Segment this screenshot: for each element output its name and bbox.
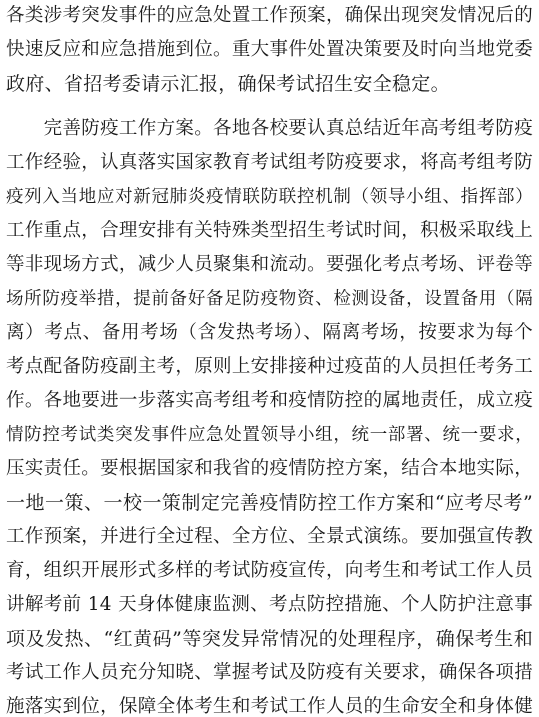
text-line: 作。各地要进一步落实高考组考和疫情防控的属地责任，成立疫 bbox=[6, 390, 533, 411]
text-line: 场所防疫举措，提前备好备足防疫物资、检测设备，设置备用（隔 bbox=[6, 289, 533, 309]
text-line: 完善防疫工作方案。各地各校要认真总结近年高考组考防疫 bbox=[6, 118, 533, 139]
text-line: 施落实到位，保障全体考生和考试工作人员的生命安全和身体健 bbox=[6, 696, 533, 717]
text-line: 压实责任。要根据国家和我省的疫情防控方案，结合本地实际， bbox=[6, 458, 533, 479]
document-page bbox=[6, 0, 533, 717]
text-line: 等非现场方式，减少人员聚集和流动。要强化考点考场、评卷等 bbox=[6, 254, 533, 275]
text-line: 项及发热、“红黄码”等突发异常情况的处理程序，确保考生和 bbox=[6, 628, 533, 650]
text-line: 工作预案，并进行全过程、全方位、全景式演练。要加强宣传教 bbox=[6, 526, 533, 547]
text-line: 讲解考前 14 天身体健康监测、考点防控措施、个人防护注意事 bbox=[6, 594, 533, 615]
text-line: 考试工作人员充分知晓、掌握考试及防疫有关要求，确保各项措 bbox=[6, 662, 533, 683]
text-line: 育，组织开展形式多样的考试防疫宣传，向考生和考试工作人员 bbox=[6, 560, 533, 581]
text-line: 疫列入当地应对新冠肺炎疫情联防联控机制（领导小组、指挥部） bbox=[6, 187, 533, 207]
text-line: 快速反应和应急措施到位。重大事件处置决策要及时向当地党委 bbox=[6, 39, 533, 60]
text-line: 离）考点、备用考场（含发热考场）、隔离考场，按要求为每个 bbox=[6, 322, 533, 343]
text-line: 政府、省招考委请示汇报，确保考试招生安全稳定。 bbox=[6, 73, 450, 95]
text-line: 一地一策、一校一策制定完善疫情防控工作方案和“应考尽考” bbox=[6, 492, 533, 514]
text-line: 考点配备防疫副主考，原则上安排接种过疫苗的人员担任考务工 bbox=[6, 356, 533, 377]
text-line: 工作重点，合理安排有关特殊类型招生考试时间，积极采取线上 bbox=[6, 220, 533, 241]
text-line: 工作经验，认真落实国家教育考试组考防疫要求，将高考组考防 bbox=[6, 152, 533, 173]
text-line: 情防控考试类突发事件应急处置领导小组，统一部署、统一要求， bbox=[6, 425, 533, 445]
text-line: 各类涉考突发事件的应急处置工作预案，确保出现突发情况后的 bbox=[6, 5, 533, 26]
